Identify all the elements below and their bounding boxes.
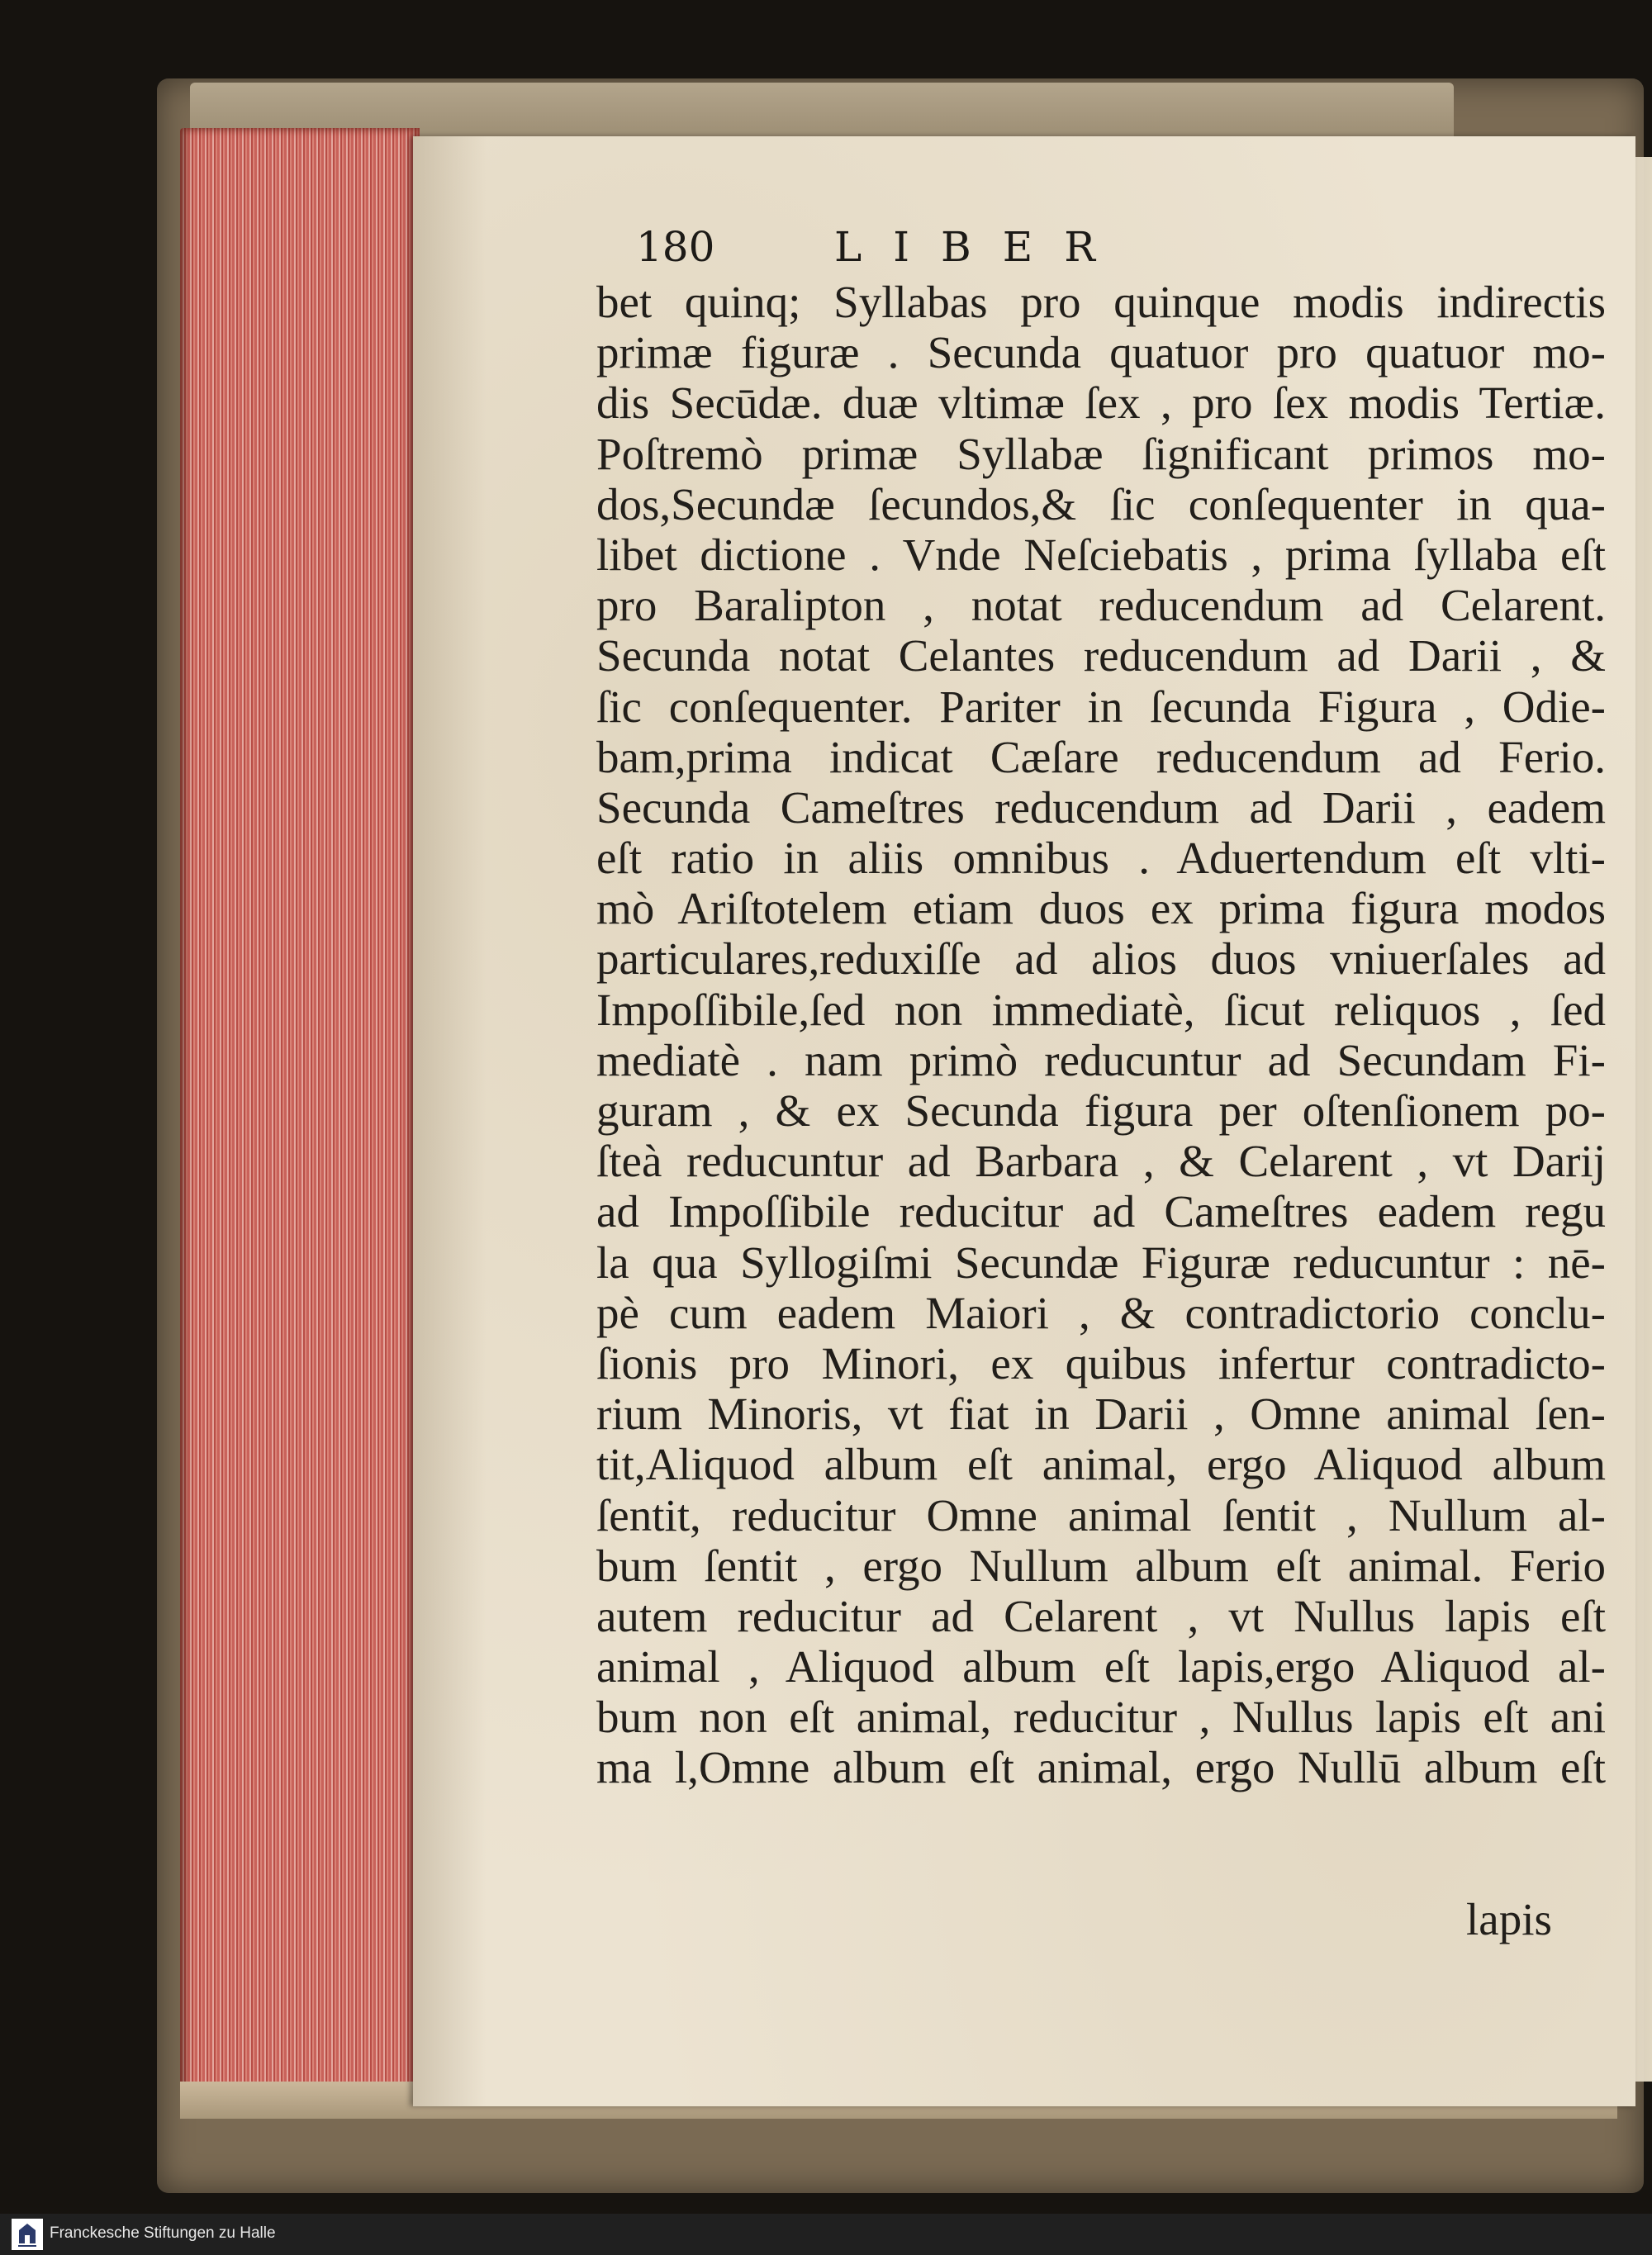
text-line: dis Secūdæ. duæ vltimæ ſex , pro ſex modis Tertiæ. — [596, 377, 1606, 429]
text-line: Impoſſibile,ſed non immediatè, ſicut reliquos , ſed — [596, 984, 1606, 1035]
text-line: libet dictione . Vnde Neſciebatis , prima ſyllaba eſt — [596, 529, 1606, 580]
footer-label: Franckesche Stiftungen zu Halle — [50, 2224, 276, 2242]
text-line: pro Baralipton , notat reducendum ad Celarent. — [596, 580, 1606, 631]
text-line: bum non eſt animal, reducitur , Nullus lapis eſt ani — [596, 1692, 1606, 1743]
text-line: eſt ratio in aliis omnibus . Aduertendum eſt vlti- — [596, 833, 1606, 884]
text-line: Secunda Cameſtres reducendum ad Darii , eadem — [596, 781, 1606, 833]
institution-logo-icon — [12, 2219, 43, 2250]
text-line: bum ſentit , ergo Nullum album eſt animal. Ferio — [596, 1540, 1606, 1591]
footer-bar — [0, 2214, 1652, 2255]
text-line: Secunda notat Celantes reducendum ad Darii , & — [596, 630, 1606, 681]
text-line: bet quinq; Syllabas pro quinque modis indirectis — [596, 277, 1606, 327]
catchword: lapis — [1466, 1894, 1552, 1944]
text-line: animal , Aliquod album eſt lapis,ergo Aliquod al- — [596, 1641, 1606, 1692]
text-line: ſteà reducuntur ad Barbara , & Celarent , vt Darij — [596, 1136, 1606, 1187]
text-line: ſionis pro Minori, ex quibus infertur contradicto- — [596, 1337, 1606, 1389]
text-line: primæ figuræ . Secunda quatuor pro quatuor mo- — [596, 327, 1606, 378]
text-line: la qua Syllogiſmi Secundæ Figuræ reducuntur : nē- — [596, 1237, 1606, 1288]
page-fore-edge — [180, 128, 420, 2106]
text-line: Poſtremò primæ Syllabæ ſignificant primos mo- — [596, 428, 1606, 479]
text-line: particulares,reduxiſſe ad alios duos vniuerſales ad — [596, 933, 1606, 985]
text-line: rium Minoris, vt fiat in Darii , Omne animal ſen- — [596, 1389, 1606, 1440]
text-line: ad Impoſſibile reducitur ad Cameſtres eadem regu — [596, 1186, 1606, 1237]
text-line: ſic conſequenter. Pariter in ſecunda Figura , Odie- — [596, 681, 1606, 732]
text-line: dos,Secundæ ſecundos,& ſic conſequenter in qua- — [596, 478, 1606, 529]
text-line: ma l,Omne album eſt animal, ergo Nullū album eſt — [596, 1742, 1606, 1793]
running-title: LIBER — [834, 223, 1127, 271]
text-line: bam,prima indicat Cæſare reducendum ad Ferio. — [596, 731, 1606, 782]
text-line: tit,Aliquod album eſt animal, ergo Aliquod album — [596, 1439, 1606, 1490]
text-line: mò Ariſtotelem etiam duos ex prima figura modos — [596, 883, 1606, 934]
text-line: ſentit, reducitur Omne animal ſentit , Nullum al- — [596, 1489, 1606, 1541]
text-line: guram , & ex Secunda figura per oſtenſionem po- — [596, 1085, 1606, 1136]
text-line: mediatè . nam primò reducuntur ad Secundam Fi- — [596, 1034, 1606, 1085]
body-text — [596, 277, 1606, 1793]
text-line: pè cum eadem Maiori , & contradictorio conclu- — [596, 1287, 1606, 1338]
text-line: autem reducitur ad Celarent , vt Nullus lapis eſt — [596, 1590, 1606, 1641]
page-number: 180 — [636, 223, 715, 271]
